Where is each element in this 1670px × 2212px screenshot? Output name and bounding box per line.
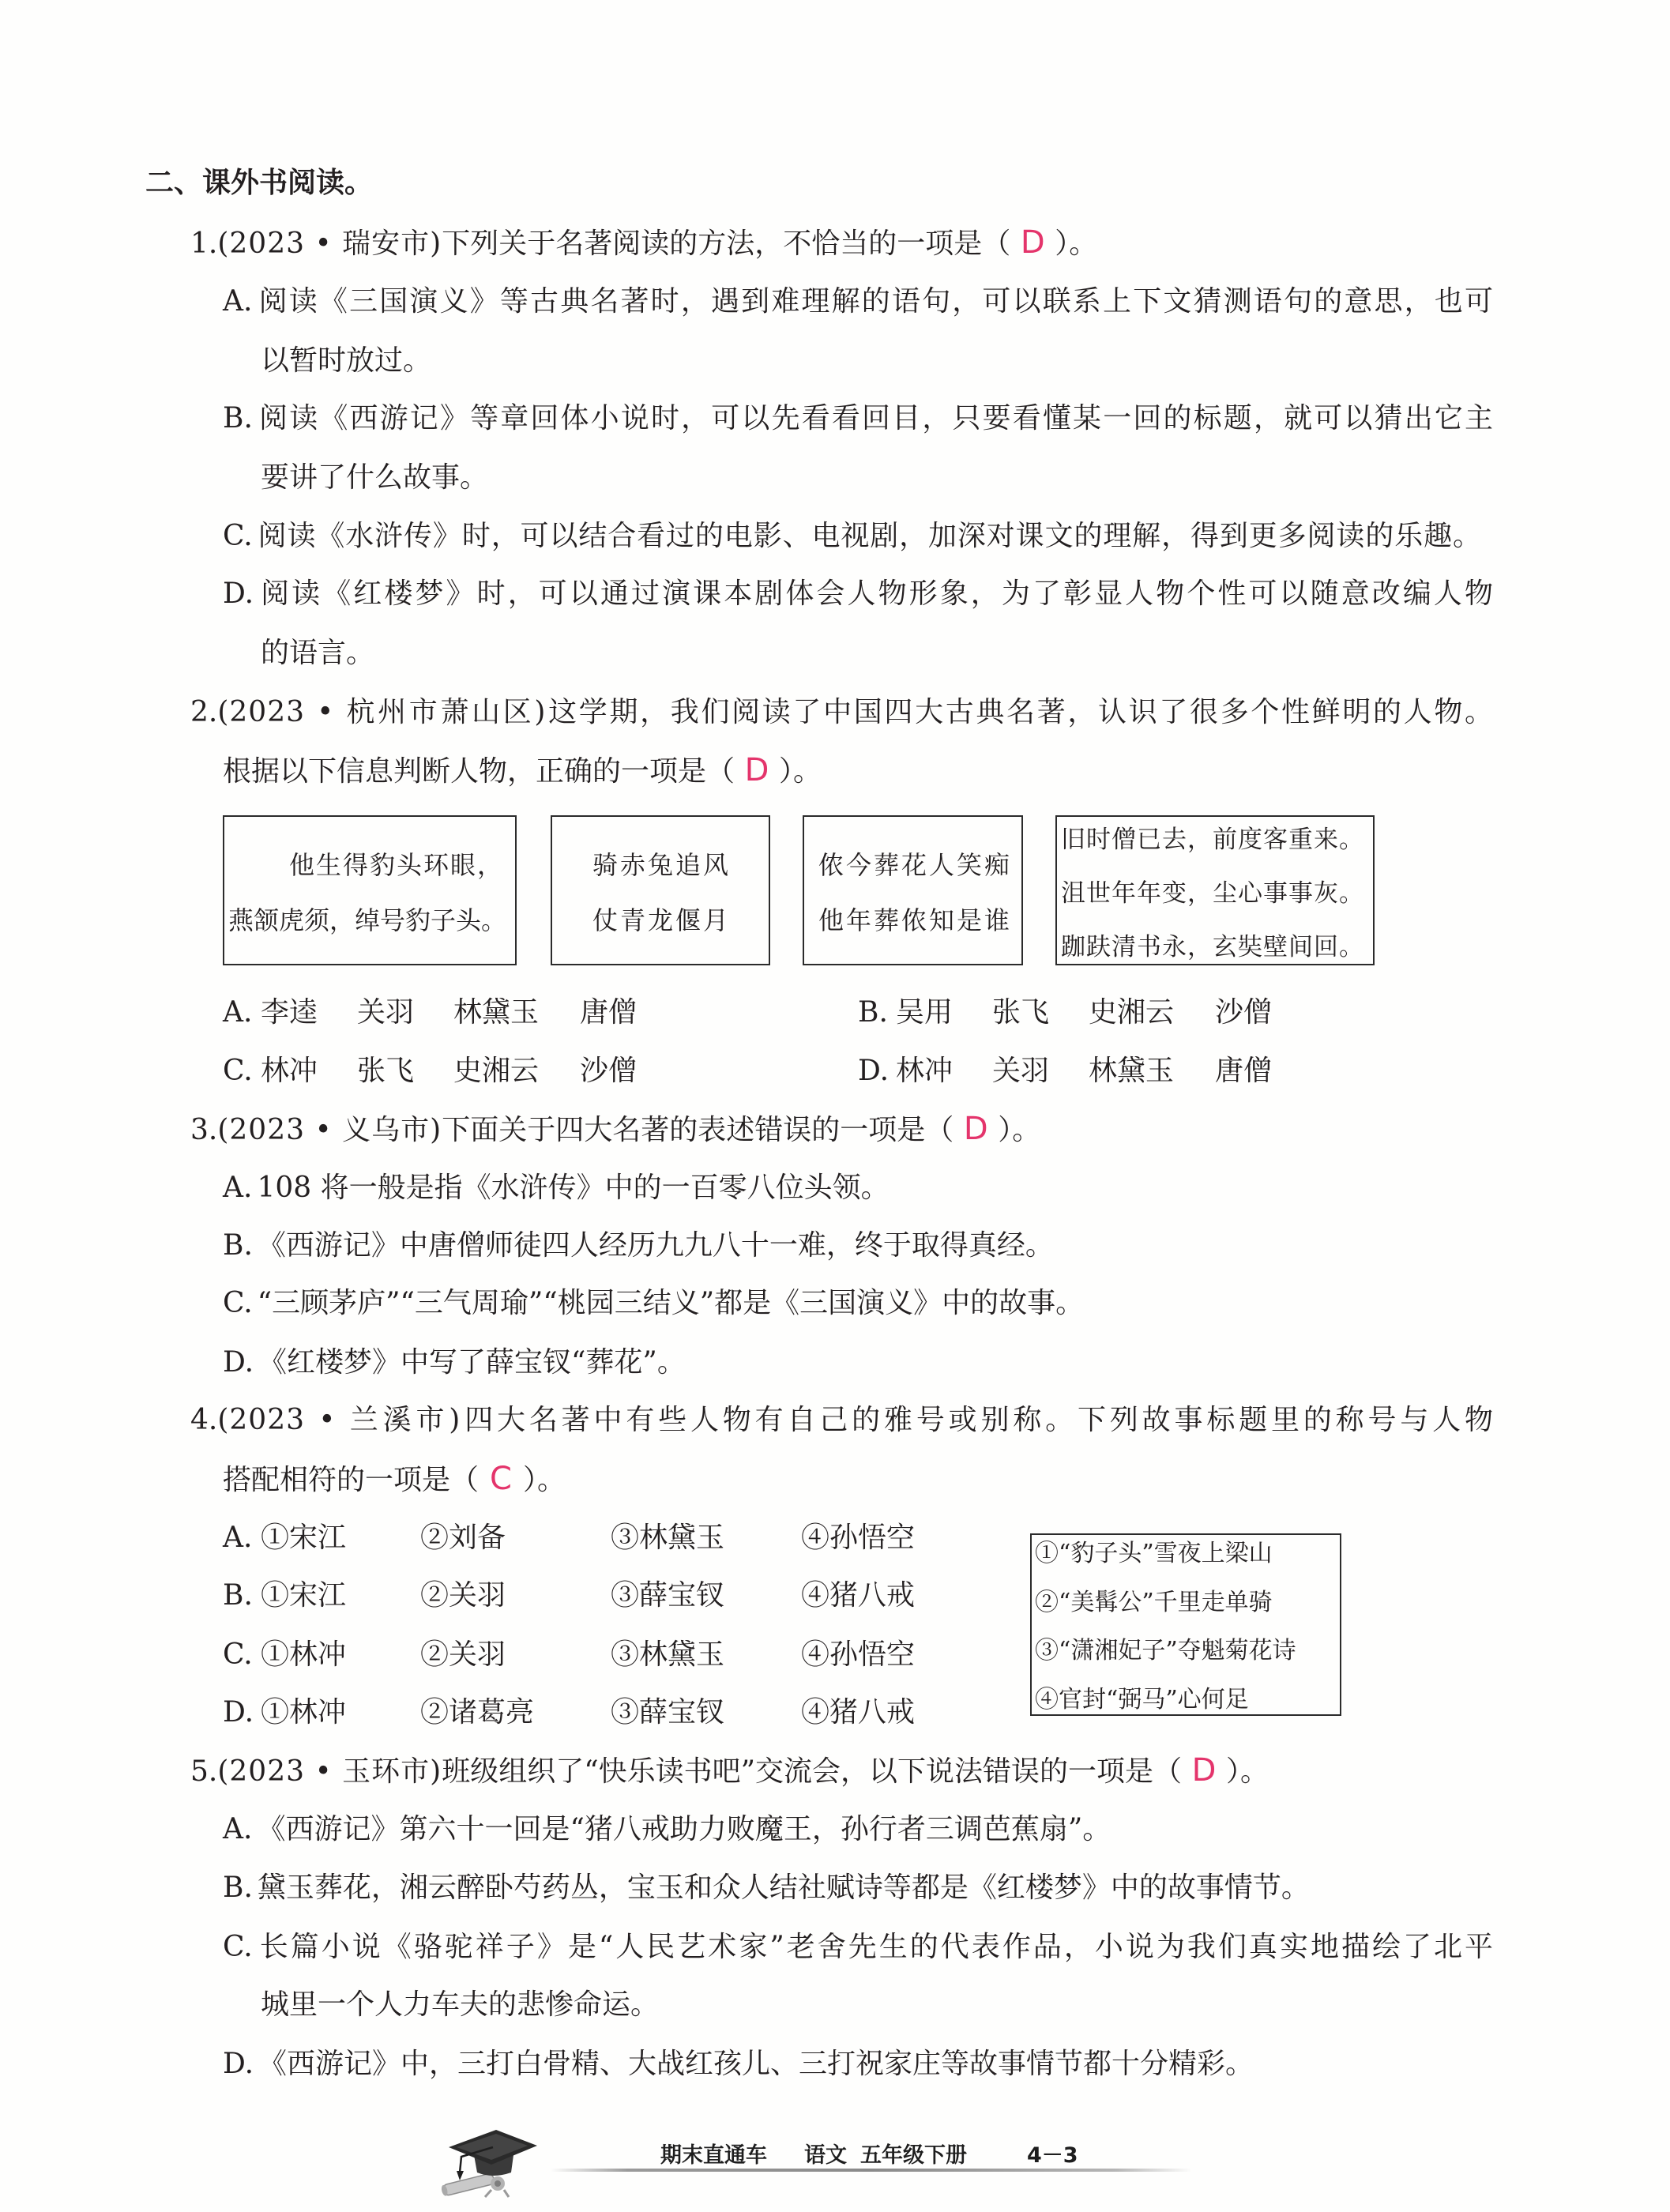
q4-option-d [223,1693,916,1732]
option-item: ③林黛玉 [611,1638,725,1671]
clue-line: 他生得豹头环眼， [289,850,505,880]
q3-option-c [223,1284,1084,1323]
q4-option-a [223,1518,916,1558]
clue-line: 骑赤兔追风 [592,850,732,880]
option-text: 108 将一般是指《水浒传》中的一百零八位头领。 [257,1172,890,1204]
q4-option-c [223,1635,916,1675]
option-text: 《西游记》中，三打白骨精、大战红孩儿、三打祝家庄等故事情节都十分精彩。 [258,2048,1254,2080]
footer-series: 期末直通车 [660,2143,767,2168]
q4-stem-end: ）。 [523,1464,566,1496]
q5-option-b [223,1868,1310,1908]
option-item: ①林冲 [261,1638,347,1671]
q2-option-b [858,993,1474,1033]
q4-option-b [223,1576,916,1616]
option-item: ①宋江 [261,1579,347,1612]
option-text: 《西游记》中唐僧师徒四人经历九九八十一难，终于取得真经。 [257,1229,1054,1262]
q2-stem-text: 根据以下信息判断人物，正确的一项是（ [223,755,735,788]
q5-option-c [223,1928,1493,1967]
option-label: A. [223,1522,253,1554]
option-name: 沙僧 [1215,996,1273,1029]
option-name: 林冲 [896,1055,953,1087]
clue-line: 燕颔虎须，绰号豹子头。 [228,905,507,935]
option-text: 阅读《西游记》等章回体小说时，可以先看看回目，只要看懂某一回的标题，就可以猜出它主 [257,402,1493,434]
option-item: ②关羽 [420,1638,506,1671]
clue-line: 他年葬侬知是谁 [818,905,1013,935]
q2-stem-end: ）。 [779,755,822,788]
option-text: 阅读《红楼梦》时，可以通过演课本剧体会人物形象，为了彰显人物个性可以随意改编人物 [258,577,1493,610]
q3-stem-end: ）。 [998,1114,1041,1146]
option-item: ④猪八戒 [801,1579,916,1612]
q1-stem [190,223,1097,262]
option-name: 林黛玉 [453,996,540,1029]
q1-answer: D [1020,224,1045,261]
option-label: C. [223,1931,253,1963]
q2-stem-text: 这学期，我们阅读了中国四大古典名著，认识了很多个性鲜明的人物。 [546,696,1493,728]
option-label: C. [223,1055,253,1087]
option-text: 《红楼梦》中写了薛宝钗“葬花”。 [258,1346,686,1379]
option-label: B. [223,1579,253,1612]
q1-stem-end: ）。 [1055,228,1098,260]
clue-line: 跏趺清书永，玄奘壁间回。 [1061,933,1364,961]
q4-source: (2023 • 兰溪市) [217,1404,461,1436]
option-item: ①宋江 [261,1522,347,1554]
q3-number: 3. [190,1114,218,1146]
option-label: C. [223,1287,253,1319]
option-name: 史湘云 [1089,996,1175,1029]
option-name: 张飞 [992,996,1050,1029]
q2-stem-continued [223,750,822,790]
q4-story-titles-box [1030,1533,1341,1716]
q3-stem [190,1109,1040,1149]
q2-answer: D [744,752,769,788]
option-item: ②诸葛亮 [420,1696,535,1729]
option-label: B. [858,996,888,1029]
option-item: ③林黛玉 [611,1522,725,1554]
option-label: D. [223,2048,254,2080]
option-name: 唐僧 [580,996,638,1029]
option-name: 唐僧 [1215,1055,1273,1087]
q1-stem-text: 下列关于名著阅读的方法，不恰当的一项是（ [442,228,1011,260]
option-name: 沙僧 [580,1055,638,1087]
option-label: A. [223,1813,253,1845]
q1-option-b-continued: 要讲了什么故事。 [261,461,489,494]
q1-option-a-continued: 以暂时放过。 [261,344,432,377]
option-label: A. [223,1172,253,1204]
q5-answer: D [1191,1752,1217,1789]
option-label: B. [223,1229,253,1262]
story-title: ④官封“弼马”心何足 [1035,1686,1249,1714]
option-item: ④猪八戒 [801,1696,916,1729]
option-label: D. [858,1055,890,1087]
q1-option-d-continued: 的语言。 [261,637,375,669]
q1-option-b [223,399,1493,438]
option-name: 张飞 [357,1055,415,1087]
q1-option-d [223,574,1493,614]
option-item: ②刘备 [420,1522,506,1554]
option-text: “三顾茅庐”“三气周瑜”“桃园三结义”都是《三国演义》中的故事。 [257,1287,1085,1319]
footer-subject: 语文 [804,2143,847,2168]
q4-stem-text: 四大名著中有些人物有自己的雅号或别称。下列故事标题里的称号与人物 [461,1404,1493,1436]
option-label: B. [223,402,253,434]
q2-clue-box-4 [1055,815,1375,965]
q3-option-a [223,1168,890,1208]
option-text: 阅读《三国演义》等古典名著时，遇到难理解的语句，可以联系上下文猜测语句的意思，也可 [257,285,1493,318]
option-item: ②关羽 [420,1579,506,1612]
clue-line: 沮世年年变，尘心事事灰。 [1061,879,1364,908]
option-name: 李逵 [261,996,318,1029]
q2-option-c [223,1051,839,1091]
clue-line: 旧时僧已去，前度客重来。 [1061,826,1364,854]
q3-stem-text: 下面关于四大名著的表述错误的一项是（ [442,1114,954,1146]
option-name: 史湘云 [453,1055,540,1087]
q2-stem [190,693,1493,732]
option-label: C. [223,1638,253,1671]
option-label: B. [223,1872,253,1904]
q2-clue-box-1 [223,815,517,965]
q5-option-a [223,1810,1111,1849]
q4-stem-continued [223,1459,566,1499]
option-name: 关羽 [992,1055,1050,1087]
q2-clue-box-3 [803,815,1023,965]
q4-answer: C [490,1461,512,1497]
q5-stem-end: ）。 [1226,1755,1269,1788]
q1-option-a [223,282,1493,322]
story-title: ③“潇湘妃子”夺魁菊花诗 [1035,1637,1296,1665]
q2-option-d [858,1051,1474,1091]
option-label: A. [223,996,253,1029]
q1-source: (2023 • 瑞安市) [217,228,442,260]
option-name: 林冲 [261,1055,318,1087]
graduation-cap-icon [438,2124,540,2199]
option-item: ④孙悟空 [801,1522,916,1554]
footer-grade: 五年级下册 [860,2143,967,2168]
option-text: 长篇小说《骆驼祥子》是“人民艺术家”老舍先生的代表作品，小说为我们真实地描绘了北平 [257,1931,1493,1963]
q5-option-d [223,2045,1254,2084]
q1-option-c [223,517,1481,556]
q3-option-d [223,1343,686,1382]
story-title: ①“豹子头”雪夜上梁山 [1035,1540,1273,1567]
q1-number: 1. [190,228,218,260]
q3-source: (2023 • 义乌市) [217,1114,442,1146]
section-heading: 二、课外书阅读。 [145,167,374,199]
option-label: A. [223,285,253,318]
q5-stem [190,1751,1269,1790]
option-item: ①林冲 [261,1696,347,1729]
q2-number: 2. [190,696,218,728]
option-item: ④孙悟空 [801,1638,916,1671]
option-label: D. [223,1696,254,1729]
footer-page-number: 4－3 [1027,2143,1078,2168]
q2-clue-box-2 [551,815,770,965]
option-name: 吴用 [896,996,953,1029]
option-text: 《西游记》第六十一回是“猪八戒助力败魔王，孙行者三调芭蕉扇”。 [257,1813,1111,1845]
clue-line: 仗青龙偃月 [592,905,732,935]
q4-number: 4. [190,1404,218,1436]
q4-stem [190,1401,1493,1440]
option-text: 黛玉葬花，湘云醉卧芍药丛，宝玉和众人结社赋诗等都是《红楼梦》中的故事情节。 [257,1872,1310,1904]
option-item: ③薛宝钗 [611,1579,725,1612]
option-text: 阅读《水浒传》时，可以结合看过的电影、电视剧，加深对课文的理解，得到更多阅读的乐趣。 [257,520,1481,552]
clue-line: 侬今葬花人笑痴 [818,850,1013,880]
q3-answer: D [963,1111,988,1147]
option-name: 林黛玉 [1089,1055,1175,1087]
story-title: ②“美髯公”千里走单骑 [1035,1589,1273,1616]
q4-stem-text: 搭配相符的一项是（ [223,1464,480,1496]
q5-number: 5. [190,1755,218,1788]
option-item: ③薛宝钗 [611,1696,725,1729]
option-label: C. [223,520,253,552]
q2-source: (2023 • 杭州市萧山区) [217,696,547,728]
option-name: 关羽 [357,996,415,1029]
q2-option-a [223,993,839,1033]
q3-option-b [223,1226,1054,1266]
option-label: D. [223,577,254,610]
q5-stem-text: 班级组织了“快乐读书吧”交流会，以下说法错误的一项是（ [442,1755,1183,1788]
option-label: D. [223,1346,254,1379]
q5-option-c-continued: 城里一个人力车夫的悲惨命运。 [261,1988,660,2021]
q5-source: (2023 • 玉环市) [217,1755,442,1788]
